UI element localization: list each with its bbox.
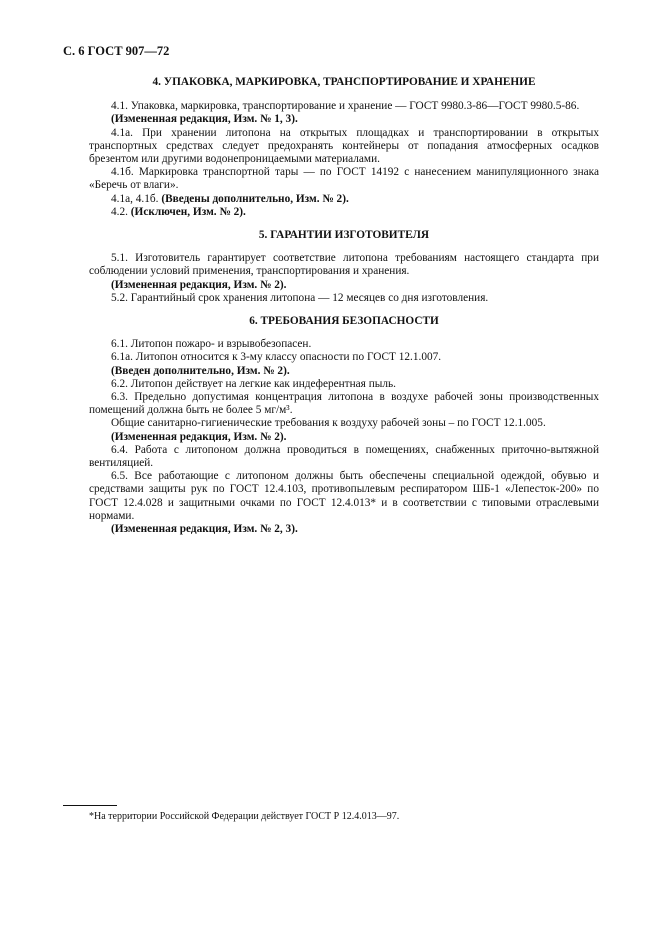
amendment-note: (Исключен, Изм. № 2). — [130, 205, 246, 218]
amendment-note: (Введены дополнительно, Изм. № 2). — [161, 192, 349, 205]
paragraph-6-1: 6.1. Литопон пожаро- и взрывобезопасен. — [111, 338, 312, 351]
amendment-note: (Введен дополнительно, Изм. № 2). — [111, 364, 290, 377]
amendment-note: (Измененная редакция, Изм. № 2). — [111, 430, 287, 443]
page-header: С. 6 ГОСТ 907—72 — [63, 44, 170, 58]
paragraph-4-1: 4.1. Упаковка, маркировка, транспортирование и хранение — ГОСТ 9980.3-86—ГОСТ 9980.5-86. — [111, 100, 580, 113]
section-5-title: 5. ГАРАНТИИ ИЗГОТОВИТЕЛЯ — [258, 229, 430, 242]
section-6-title: 6. ТРЕБОВАНИЯ БЕЗОПАСНОСТИ — [249, 315, 439, 328]
paragraph-4-1a-4-1b — [89, 193, 599, 206]
section-4-title: 4. УПАКОВКА, МАРКИРОВКА, ТРАНСПОРТИРОВАНИЕ И ХРАНЕНИЕ — [152, 76, 536, 88]
paragraph-number: 4.2. — [111, 205, 131, 218]
paragraph-4-1b: 4.1б. Маркировка транспортной тары — по ГОСТ 14192 с нанесением манипуляционного знака «Беречь от влаги». — [89, 166, 599, 192]
paragraph-5-2: 5.2. Гарантийный срок хранения литопона — 12 месяцев со дня изготовления. — [111, 291, 489, 304]
footnote: *На территории Российской Федерации действует ГОСТ Р 12.4.013—97. — [89, 811, 400, 822]
paragraph-5-1: 5.1. Изготовитель гарантирует соответствие литопона требованиям настоящего стандарта при соблюдении условий применения, транспортирования и хранения. — [89, 252, 599, 278]
paragraph-number: 4.1а, 4.1б. — [111, 192, 162, 205]
amendment-note: (Измененная редакция, Изм. № 2). — [111, 278, 287, 291]
paragraph-4-1a: 4.1а. При хранении литопона на открытых площадках и транспортировании в открытых транспортных средствах следует предохранять контейнеры от попадания атмосферных осадков брезентом или другими водонепроницаемыми материалами. — [89, 126, 599, 166]
paragraph-4-2 — [89, 206, 599, 219]
paragraph-6-2: 6.2. Литопон действует на легкие как индеферентная пыль. — [111, 377, 396, 390]
document-body — [89, 68, 599, 536]
amendment-note: (Измененная редакция, Изм. № 1, 3). — [111, 113, 298, 126]
paragraph-6-5: 6.5. Все работающие с литопоном должны быть обеспечены специальной одеждой, обувью и средствами защиты рук по ГОСТ 12.4.103, противопылевым респиратором ШБ-1 «Лепесток-200» по ГОСТ 12.4.028 и защитными очками по ГОСТ 12.4.013* и в соответствии с типовыми отраслевыми нормами. — [89, 470, 599, 522]
footnote-divider — [63, 805, 117, 806]
amendment-note: (Измененная редакция, Изм. № 2, 3). — [111, 523, 298, 536]
paragraph-6-3-general: Общие санитарно-гигиенические требования к воздуху рабочей зоны – по ГОСТ 12.1.005. — [111, 417, 546, 430]
paragraph-6-1a: 6.1а. Литопон относится к 3-му классу опасности по ГОСТ 12.1.007. — [111, 351, 442, 364]
paragraph-6-4: 6.4. Работа с литопоном должна проводиться в помещениях, снабженных приточно-вытяжной вентиляцией. — [89, 443, 599, 470]
paragraph-6-3: 6.3. Предельно допустимая концентрация литопона в воздухе рабочей зоны производственных помещений должна быть не более 5 мг/м³. — [89, 391, 599, 417]
